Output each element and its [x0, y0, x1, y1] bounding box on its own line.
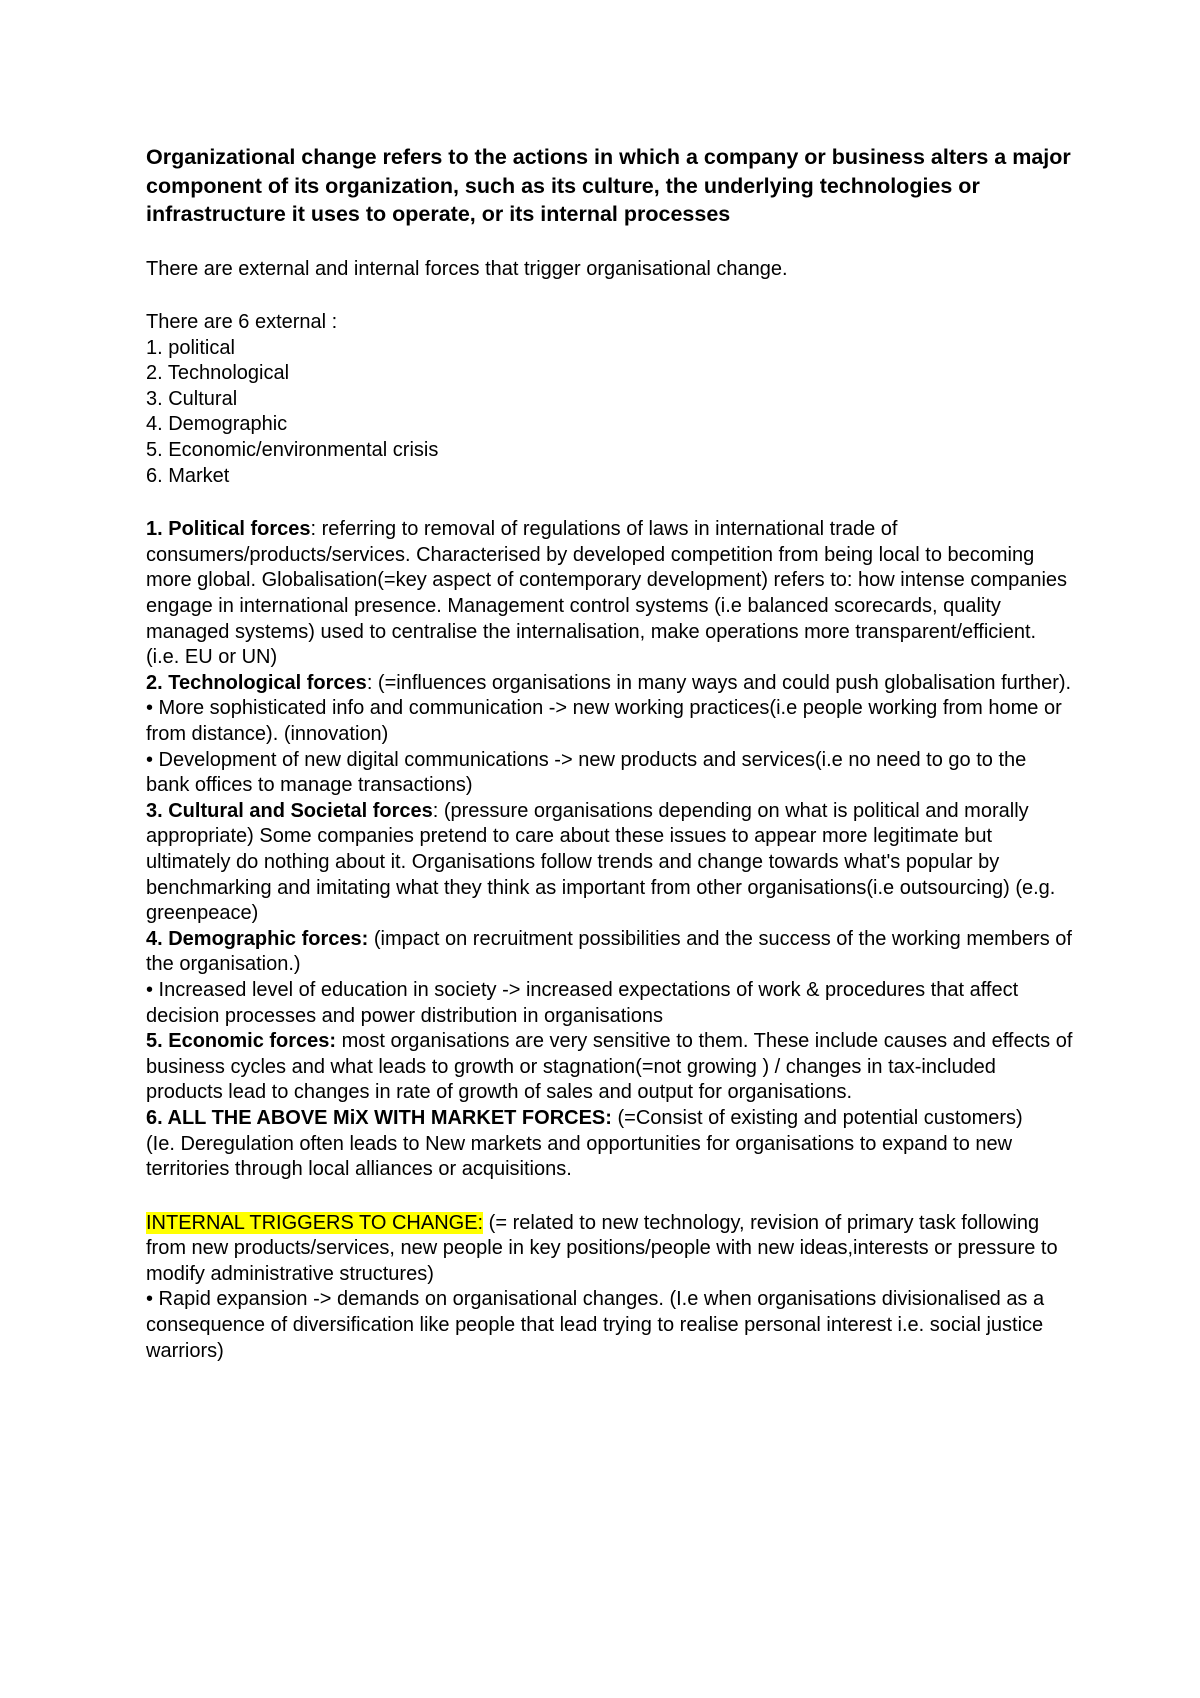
list-item: 4. Demographic: [146, 413, 288, 436]
section-text: : (pressure organisations depending on what is political and morally appropriate) Some companies pretend to care about these issues to appear more legitimate but ultimately do nothing about it. Organisations follow trends and change towards what's popular by benchmarking and imitating what they think as important from other organisations(i.e outsourcing) (e.g. greenpeace): [146, 799, 1056, 925]
section-text: : (=influences organisations in many ways and could push globalisation further).: [366, 671, 1072, 694]
list-item: 5. Economic/environmental crisis: [146, 439, 439, 462]
bullet-item: • Increased level of education in society -> increased expectations of work & procedures that affect decision processes and power distribution in organisations: [146, 978, 1019, 1027]
section-text: (impact on recruitment possibilities and the success of the working members of the organisation.): [146, 927, 1072, 976]
list-item: 3. Cultural: [146, 387, 238, 410]
section-label: 6. ALL THE ABOVE MiX WITH MARKET FORCES:: [146, 1106, 612, 1129]
spacer: [146, 282, 1074, 310]
section-text: : referring to removal of regulations of laws in international trade of consumers/products/services. Characterised by developed competition from being local to becoming more global. Globalisation(=key aspect of contemporary development) refers to: how intense companies engage in international presence. Management control systems (i.e balanced scorecards, quality managed systems) used to centralise the internalisation, make operations more transparent/efficient. (i.e. EU or UN): [146, 518, 1068, 669]
economic-forces-paragraph: [146, 1029, 1074, 1106]
section-label: 1. Political forces: [146, 518, 311, 541]
section-text: (= related to new technology, revision of primary task following from new products/services, new people in key positions/people with new ideas,interests or pressure to modify administrative structures): [146, 1211, 1058, 1285]
list-item: 6. Market: [146, 464, 230, 487]
bullet-item: • More sophisticated info and communication -> new working practices(i.e people working from home or from distance). (innovation): [146, 697, 1062, 745]
demographic-forces-paragraph: [146, 927, 1074, 978]
intro-paragraph: There are external and internal forces that trigger organisational change.: [146, 257, 788, 280]
bullet-item: • Rapid expansion -> demands on organisational changes. (I.e when organisations divisionalised as a consequence of diversification like people that lead trying to realise personal interest i.e. social justice warriors): [146, 1288, 1045, 1362]
highlighted-label: INTERNAL TRIGGERS TO CHANGE:: [146, 1211, 484, 1234]
spacer: [146, 489, 1074, 517]
section-text: most organisations are very sensitive to them. These include causes and effects of business cycles and what leads to growth or stagnation(=not growing ) / changes in tax-included products lead to changes in rate of growth of sales and output for organisations.: [146, 1030, 1073, 1104]
cultural-forces-paragraph: [146, 799, 1074, 927]
list-item: 2. Technological: [146, 362, 290, 385]
document-page: [146, 143, 1074, 1364]
section-text: (=Consist of existing and potential customers): [611, 1106, 1023, 1129]
external-intro: There are 6 external :: [146, 311, 338, 334]
internal-triggers-paragraph: [146, 1211, 1074, 1288]
bullet-item: • Development of new digital communications -> new products and services(i.e no need to go to the bank offices to manage transactions): [146, 748, 1027, 797]
section-label: 4. Demographic forces:: [146, 927, 369, 950]
section-label: 5. Economic forces:: [146, 1030, 337, 1053]
list-item: 1. political: [146, 336, 235, 359]
spacer: [146, 1183, 1074, 1211]
document-heading: Organizational change refers to the actions in which a company or business alters a major component of its organization, such as its culture, the underlying technologies or infrastructure it uses to operate, or its internal processes: [146, 145, 1071, 226]
section-label: 3. Cultural and Societal forces: [146, 799, 433, 822]
market-forces-paragraph: [146, 1106, 1074, 1132]
political-forces-paragraph: [146, 517, 1074, 671]
section-label: 2. Technological forces: [146, 671, 367, 694]
external-forces-list: [146, 336, 1074, 490]
spacer: [146, 229, 1074, 257]
market-example: (Ie. Deregulation often leads to New markets and opportunities for organisations to expand to new territories through local alliances or acquisitions.: [146, 1132, 1013, 1181]
technological-forces-paragraph: [146, 671, 1074, 697]
